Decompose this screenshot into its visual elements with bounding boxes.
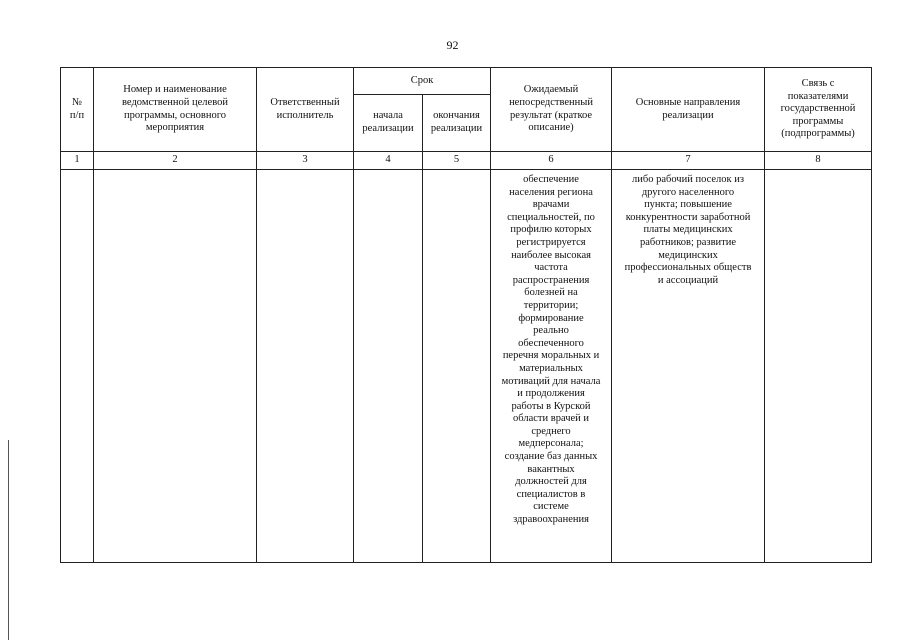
header-srok: Срок: [354, 68, 491, 95]
header-expected-result: Ожидаемый непосредственный результат (краткое описание): [491, 68, 612, 152]
header-row-top: [61, 68, 872, 95]
cell-directions: либо рабочий поселок из другого населенного пункта; повышение конкурентности заработной платы медицинских работников; развитие медицинских профессиональных обществ и ассоциаций: [612, 170, 765, 563]
table-row: [61, 170, 872, 563]
header-link-indicators: Связь с показателями государственной программы (подпрограммы): [765, 68, 872, 152]
header-responsible: Ответственный исполнитель: [257, 68, 354, 152]
column-number: 7: [612, 152, 765, 170]
header-start: начала реализации: [354, 95, 423, 152]
cell-number: [61, 170, 94, 563]
cell-expected-result: обеспечение населения региона врачами специальностей, по профилю которых регистрируется наиболее высокая частота распространения болезней на территории; формирование реально обеспеченного перечня моральных и материальных мотиваций для начала и продолжения работы в Курской области врачей и среднего медперсонала; создание баз данных вакантных должностей для специалистов в системе здравоохранения: [491, 170, 612, 563]
column-number: 3: [257, 152, 354, 170]
cell-link-indicators: [765, 170, 872, 563]
cell-end: [423, 170, 491, 563]
column-number: 1: [61, 152, 94, 170]
column-number: 2: [94, 152, 257, 170]
column-number-row: [61, 152, 872, 170]
column-number: 8: [765, 152, 872, 170]
cell-program-name: [94, 170, 257, 563]
column-number: 6: [491, 152, 612, 170]
page-number: 92: [446, 38, 459, 52]
cell-start: [354, 170, 423, 563]
cell-responsible: [257, 170, 354, 563]
header-directions: Основные направления реализации: [612, 68, 765, 152]
column-number: 5: [423, 152, 491, 170]
column-number: 4: [354, 152, 423, 170]
header-program-name: Номер и наименование ведомственной целевой программы, основного мероприятия: [94, 68, 257, 152]
scan-margin-line: [8, 440, 9, 640]
header-end: окончания реализации: [423, 95, 491, 152]
program-table: [60, 67, 872, 563]
header-number: № п/п: [61, 68, 94, 152]
